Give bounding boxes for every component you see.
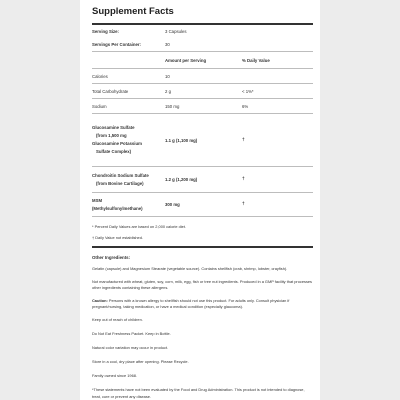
ingredient-amount: 300 mg [165,202,180,207]
nutrient-name: Total Carbohydrate [92,88,129,94]
footnote-daily-values: * Percent Daily Values are based on 2,000 calorie diet. [92,224,187,229]
ingredient-amount: 1.1 g (1,100 mg) [165,137,198,143]
storage-text: Store in a cool, dry place after opening. Please Recycle. [92,358,189,364]
servings-row [92,38,313,51]
caution-text [92,298,313,311]
ingredient-dv: † [242,202,245,207]
manufacturing-text: Not manufactured with wheat, gluten, soy, corn, milk, egg, fish or tree nut ingredients. Produced in a GMP facility that processes other ingredients containing these allergens. [92,278,313,291]
ingredient-line: Glucosamine Potassium [92,141,142,146]
table-row [92,99,313,113]
table-row [92,193,313,216]
nutrient-amount: 10 [165,73,170,79]
serving-size-label: Serving Size: [92,29,119,34]
ingredient-name [92,172,165,188]
caution-body: Persons with a known allergy to shellfish should not use this product. For adults only. Consult physician if pregnant/nursing, taking medication, or have a medical condition (especially glaucoma). [92,297,290,310]
disclaimer-text: *These statements have not been evaluated by the Food and Drug Administration. This product is not intended to diagnose, treat, cure or prevent any disease. [92,386,305,399]
ingredient-dv: † [242,137,245,143]
ingredient-amount: 1.2 g (1,200 mg) [165,177,198,182]
ingredient-name [92,124,165,156]
ingredients-text: Gelatin (capsule) and Magnesium Stearate (vegetable source). Contains shellfish (crab, shrimp, lobster, crayfish). [92,266,288,271]
header-dv: % Daily Value [242,57,270,63]
header-amount: Amount per Serving [165,57,207,63]
ingredient-line: (from Bovine Cartilage) [96,180,144,186]
facts-title: Supplement Facts [92,6,174,17]
other-ingredients-title: Other Ingredients: [92,255,131,260]
servings-label: Servings Per Container: [92,42,141,47]
caution-label: Caution: [92,297,108,303]
ingredient-line: Sulfate Complex) [96,149,132,154]
footnote-not-established: † Daily Value not established. [92,235,143,240]
ingredient-line: Glucosamine Sulfate [92,125,135,130]
family-text: Family owned since 1968. [92,372,137,378]
freshness-text: Do Not Eat Freshness Packet. Keep in Bottle. [92,330,171,336]
serving-size-row [92,25,313,38]
ingredient-line: (Methylsulfonylmethane) [92,205,143,211]
nutrient-dv: < 1%* [242,88,254,94]
ingredient-dv: † [242,177,245,182]
table-row [92,69,313,83]
color-variation-text: Natural color variation may occur in product. [92,344,169,350]
nutrient-name: Calories [92,73,108,79]
section-rule [92,246,313,248]
ingredient-line: (from 1,500 mg [96,133,127,138]
nutrient-amount: 2 g [165,88,171,94]
servings-value: 30 [165,42,170,47]
table-row [92,84,313,98]
nutrient-name: Sodium [92,103,107,109]
ingredient-line: Chondroitin Sodium Sulfate [92,172,149,178]
ingredient-name [92,197,165,213]
table-row [92,167,313,192]
supplement-facts-panel [80,0,320,400]
divider [92,216,313,217]
nutrient-dv: 6% [242,103,249,109]
keep-out-text: Keep out of reach of children. [92,316,143,322]
nutrient-amount: 150 mg [165,103,180,109]
table-header-row [92,52,313,68]
table-row [92,114,313,166]
ingredient-line: MSM [92,197,103,203]
serving-size-value: 3 Capsules [165,29,187,34]
